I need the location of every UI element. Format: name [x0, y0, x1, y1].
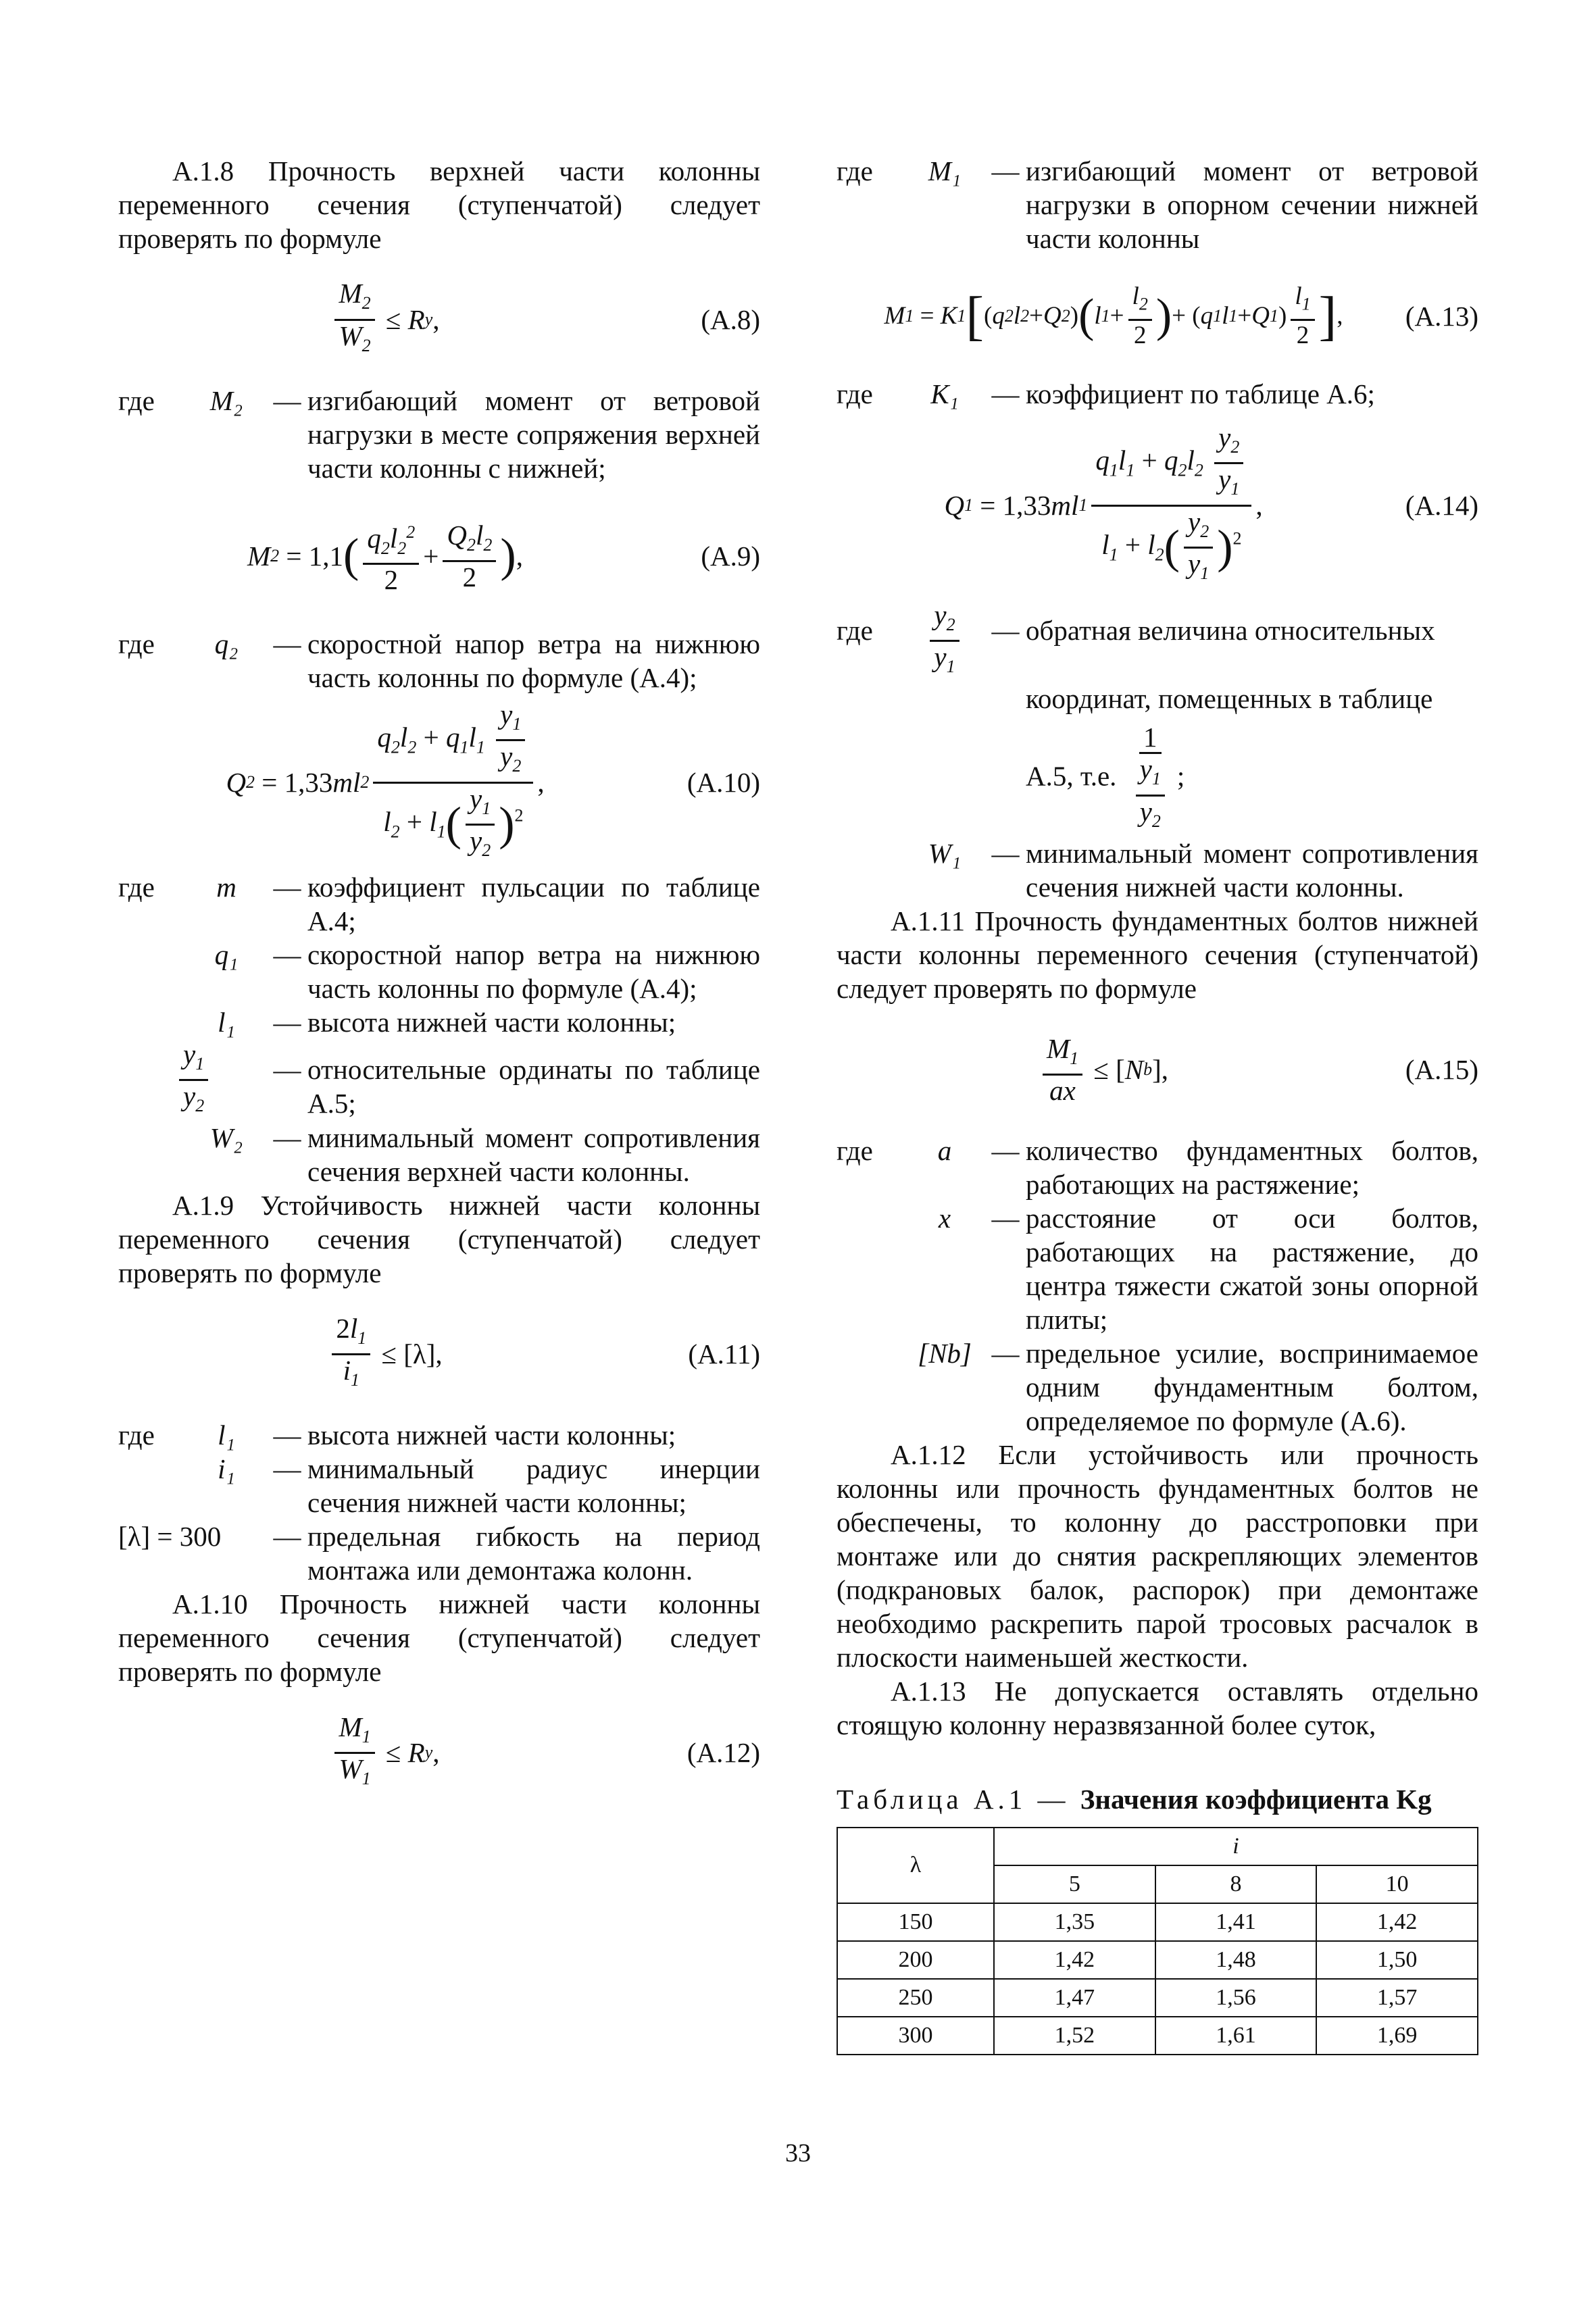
formula-number: (А.13) [1405, 301, 1478, 332]
definition-nb: [Nb] — предельное усилие, воспринимаемое одним фундаментным болтом, определяемое по формуле (А.6). [918, 1337, 1478, 1436]
table-row: 150 1,35 1,41 1,42 [837, 1903, 1478, 1941]
definition-k1: где K₁ — коэффициент по таблице А.6; [837, 378, 1375, 409]
definition-lambda: [λ] = 300 — предельная гибкость на период монтажа или демонтажа колонн. [118, 1521, 760, 1586]
table-caption: Таблица А.1 — Значения коэффициента Kg [837, 1783, 1432, 1815]
right-column [837, 154, 1478, 2055]
paragraph-a111: А.1.11 Прочность фундаментных болтов нижней части колонны переменного сечения (ступенчатой) следует проверять по формуле [837, 905, 1478, 1004]
definition-x: x — расстояние от оси болтов, работающих на растяжение, до центра тяжести сжатой зоны опорной плиты; [938, 1202, 1478, 1335]
formula-a15: $\frac{M_1}{ax}$ ≤ [ N b ], (А.15) [837, 1026, 1478, 1113]
definition-w1: W₁ — минимальный момент сопротивления сечения нижней части колонны. [928, 837, 1478, 903]
table-row: 200 1,42 1,48 1,50 [837, 1941, 1478, 1979]
formula-number: (А.11) [688, 1338, 760, 1370]
definition-y2y1-cont2: А.5, т.е. $\frac{1}{\frac{y_1}{y_2}}$ ; [1026, 722, 1185, 831]
definition-q1: q₁ — скоростной напор ветра на нижнюю часть колонны по формуле (А.4); [214, 939, 760, 1004]
formula-a12: $\frac{M_1}{W_1}$ ≤ R y , (А.12) [118, 1709, 760, 1796]
table-row: 250 1,47 1,56 1,57 [837, 1979, 1478, 2017]
definition-a: где a — количество фундаментных болтов, работающих на растяжение; [837, 1134, 1478, 1200]
table-row: 300 1,52 1,61 1,69 [837, 2017, 1478, 2055]
definition-m: где m — коэффициент пульсации по таблице А.4; [118, 872, 760, 936]
definition-y2y1-cont: координат, помещенных в таблице [1026, 683, 1433, 715]
definition-w2: W₂ — минимальный момент сопротивления сечения верхней части колонны. [209, 1122, 760, 1188]
formula-a13: M 1 = K 1 [ ( q 2 l 2 + Q 2 ) ( l 1 + $\frac{l_2}{2}$ ) + ( q 1 l 1 + Q 1 ) $\frac{l_1}{2}$ ] , (А.13) [884, 282, 1478, 350]
column-header-i: i [994, 1828, 1478, 1865]
column-header-i-value: 5 [994, 1865, 1155, 1903]
formula-a9: M 2 = 1,1 ( $\frac{q_2l_2^2}{2}$ + $\frac{Q_2l_2}{2}$ ) , (А.9) [118, 505, 760, 607]
coefficient-table [837, 1827, 1478, 2055]
definition-i1: i₁ — минимальный радиус инерции сечения нижней части колонны; [218, 1453, 760, 1519]
formula-number: (А.14) [1405, 490, 1478, 521]
left-column [118, 154, 760, 1817]
formula-number: (А.10) [687, 767, 760, 798]
paragraph-a110: А.1.10 Прочность нижней части колонны переменного сечения (ступенчатой) следует проверять по формуле [118, 1588, 760, 1688]
formula-a14: Q 1 = 1,33 ml 1 $q_1l_1 + q_2l_2$ $\frac{y_2}{y_1}$ $l_1 + l_2$( $\frac{y_2}{y_1}$ )$^2$ , (А.14) [944, 422, 1478, 583]
page-number: 33 [785, 2139, 811, 2167]
definition-l1: l₁ — высота нижней части колонны; [218, 1007, 676, 1038]
formula-number: (А.9) [701, 540, 760, 572]
column-header-i-value: 10 [1316, 1865, 1478, 1903]
paragraph-a18: А.1.8 Прочность верхней части колонны переменного сечения (ступенчатой) следует проверять по формуле [118, 155, 760, 254]
paragraph-a112: А.1.12 Если устойчивость или прочность колонны или прочность фундаментных болтов не обеспечены, то колонну до расстроповки при монтаже или до снятия раскрепляющих элементов (подкрановых балок, распорок) при демонтаже необходимо раскрепить парой тросовых расчалок в плоскости наименьшей жесткости. [837, 1438, 1478, 1673]
formula-a8: $\frac{M_2}{W_2}$ ≤ R y , (А.8) [118, 276, 760, 363]
formula-a11: $\frac{2l_1}{i_1}$ ≤ [λ], (А.11) [118, 1310, 760, 1398]
paragraph-a19: А.1.9 Устойчивость нижней части колонны переменного сечения (ступенчатой) следует проверять по формуле [118, 1190, 760, 1289]
definition-y2y1: где $\frac{y_2}{y_1}$ — обратная величина относительных [837, 599, 1435, 677]
formula-a10: Q 2 = 1,33 ml 2 $q_2l_2 + q_1l_1$ $\frac{y_1}{y_2}$ $l_2 + l_1$( $\frac{y_1}{y_2}$ )$^2$ , (А.10) [226, 699, 760, 860]
column-header-lambda: λ [837, 1828, 994, 1903]
definition-y1y2: $\frac{y_1}{y_2}$ — относительные ординаты по таблице А.5; [118, 1039, 760, 1121]
definition-m1: где M₁ — изгибающий момент от ветровой нагрузки в опорном сечении нижней части колонны [837, 155, 1478, 254]
column-header-i-value: 8 [1155, 1865, 1317, 1903]
formula-number: (А.12) [687, 1737, 760, 1769]
paragraph-a113: А.1.13 Не допускается оставлять отдельно стоящую колонну неразвязанной более суток, [837, 1675, 1478, 1740]
definition-m2: где M₂ — изгибающий момент от ветровой нагрузки в месте сопряжения верхней части колонны с нижней; [118, 385, 760, 484]
definition-q2: где q₂ — скоростной напор ветра на нижнюю часть колонны по формуле (А.4); [118, 628, 760, 693]
definition-l1b: где l₁ — высота нижней части колонны; [118, 1419, 676, 1451]
formula-number: (А.8) [701, 304, 760, 335]
formula-number: (А.15) [1405, 1053, 1478, 1085]
